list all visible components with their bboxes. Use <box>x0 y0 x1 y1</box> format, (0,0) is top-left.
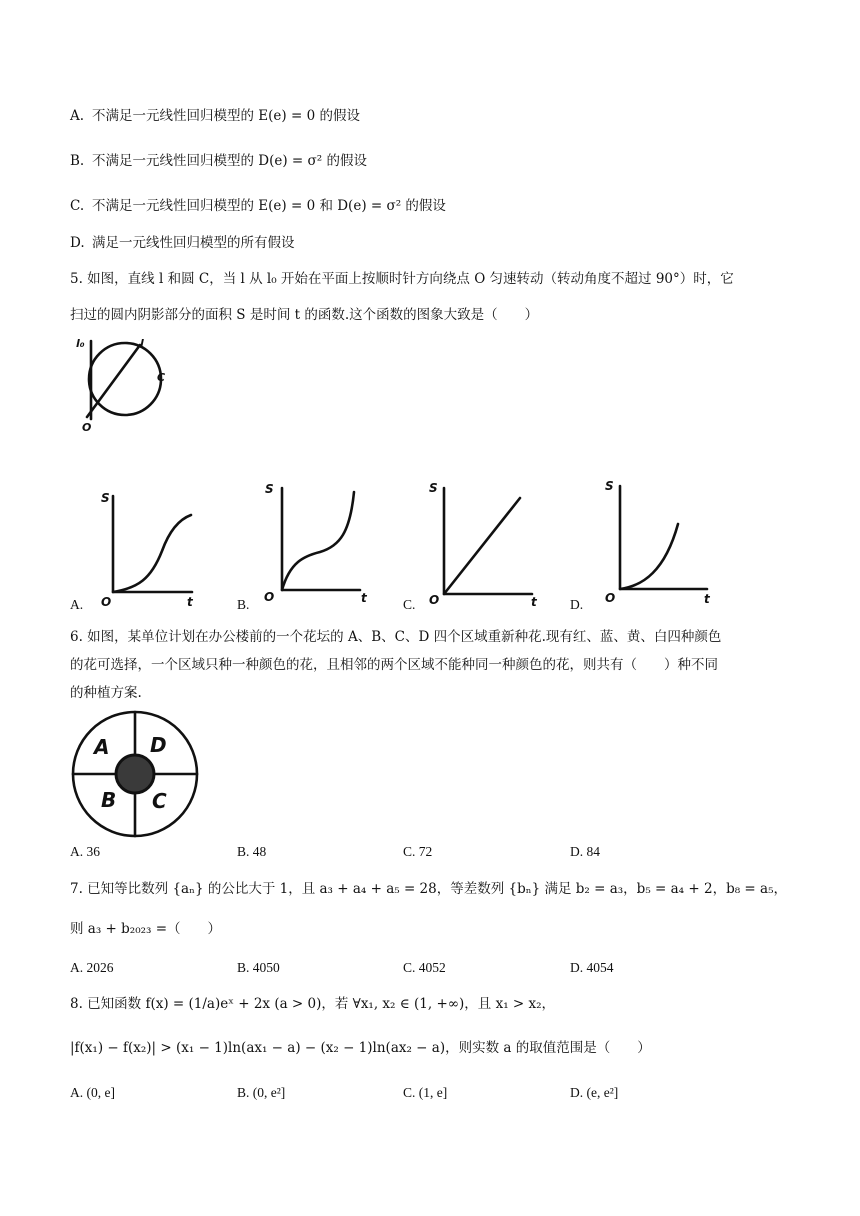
svg-text:t: t <box>704 592 710 606</box>
q6-label-d: D <box>150 733 167 757</box>
q5-graph-c <box>427 478 537 609</box>
q4-option-d: D. <box>70 235 85 251</box>
q6-option-b: B. 48 <box>237 844 267 859</box>
q5-graph-a <box>96 484 196 609</box>
q5-stem-line1: 5. 如图，直线 l 和圆 C，当 l 从 l₀ 开始在平面上按顺时针方向绕点 O 匀速转动（转动角度不超过 90°）时，它 <box>70 271 734 287</box>
svg-text:t: t <box>531 595 537 609</box>
q6-option-d: D. 84 <box>570 844 600 859</box>
q5-graph-d <box>603 476 713 606</box>
svg-text:O: O <box>264 590 275 604</box>
q5-label-l: l <box>140 337 144 350</box>
svg-text:t: t <box>361 591 367 605</box>
q8-option-b: B. (0, e²] <box>237 1085 286 1100</box>
q6-label-b: B <box>101 788 117 812</box>
q5-option-d: D. <box>570 597 584 612</box>
q8-option-c: C. (1, e] <box>403 1085 448 1100</box>
q5-option-b: B. <box>237 597 250 612</box>
q5-label-c: C <box>157 371 166 384</box>
svg-text:O: O <box>605 591 616 605</box>
q7-stem-line1: 7. 已知等比数列 {aₙ} 的公比大于 1，且 a₃ + a₄ + a₅ = 28，等差数列 {bₙ} 满足 b₂ = a₃，b₅ = a₄ + 2，b₈ = a₅， <box>70 881 787 897</box>
q7-stem-line2: 则 a₃ + b₂₀₂₃ =（ ） <box>70 921 222 937</box>
svg-text:S: S <box>101 491 110 505</box>
svg-text:S: S <box>265 482 274 496</box>
q5-circle-figure <box>70 333 180 468</box>
svg-text:O: O <box>101 595 112 609</box>
q6-stem-line2: 的花可选择，一个区域只种一种颜色的花，且相邻的两个区域不能种同一种颜色的花，则共有（ ）种不同 <box>70 657 718 673</box>
q6-label-a: A <box>94 735 110 759</box>
q5-option-c: C. <box>403 597 416 612</box>
q6-stem-line3: 的种植方案. <box>70 685 142 701</box>
q5-graph-b <box>262 480 367 605</box>
q7-option-b: B. 4050 <box>237 960 280 975</box>
q5-stem-line2: 扫过的圆内阴影部分的面积 S 是时间 t 的函数.这个函数的图象大致是（ ） <box>70 307 539 323</box>
q5-label-o: O <box>82 421 92 434</box>
svg-text:S: S <box>429 481 438 495</box>
q5-option-a: A. <box>70 597 84 612</box>
svg-text:t: t <box>187 595 193 609</box>
q7-option-a: A. 2026 <box>70 960 114 975</box>
q5-label-l0: l₀ <box>76 337 85 350</box>
q6-flowerbed-figure <box>70 705 220 845</box>
q4-option-a-text: 不满足一元线性回归模型的 E(e) = 0 的假设 <box>92 108 360 124</box>
q7-option-d: D. 4054 <box>570 960 614 975</box>
svg-text:O: O <box>429 593 440 607</box>
q6-stem-line1: 6. 如图，某单位计划在办公楼前的一个花坛的 A、B、C、D 四个区域重新种花.现有红、蓝、黄、白四种颜色 <box>70 629 722 645</box>
svg-text:S: S <box>605 479 614 493</box>
q8-stem-line2: |f(x₁) − f(x₂)| > (x₁ − 1)ln(ax₁ − a) − (x₂ − 1)ln(ax₂ − a)，则实数 a 的取值范围是（ ） <box>70 1040 651 1056</box>
q4-option-b-text: 不满足一元线性回归模型的 D(e) = σ² 的假设 <box>92 153 367 169</box>
q7-option-c: C. 4052 <box>403 960 446 975</box>
q6-option-a: A. 36 <box>70 844 100 859</box>
q8-stem-line1: 8. 已知函数 f(x) = (1/a)eˣ + 2x (a > 0)，若 ∀x₁, x₂ ∈ (1, +∞)，且 x₁ > x₂， <box>70 996 556 1012</box>
q4-option-c: C. <box>70 198 85 214</box>
q6-option-c: C. 72 <box>403 844 433 859</box>
q4-option-b: B. <box>70 153 85 169</box>
q6-label-c: C <box>152 789 167 813</box>
q4-option-c-text: 不满足一元线性回归模型的 E(e) = 0 和 D(e) = σ² 的假设 <box>92 198 446 214</box>
q8-option-d: D. (e, e²] <box>570 1085 619 1100</box>
q8-option-a: A. (0, e] <box>70 1085 115 1100</box>
q4-option-d-text: 满足一元线性回归模型的所有假设 <box>92 235 295 251</box>
q4-option-a: A. <box>70 108 85 124</box>
